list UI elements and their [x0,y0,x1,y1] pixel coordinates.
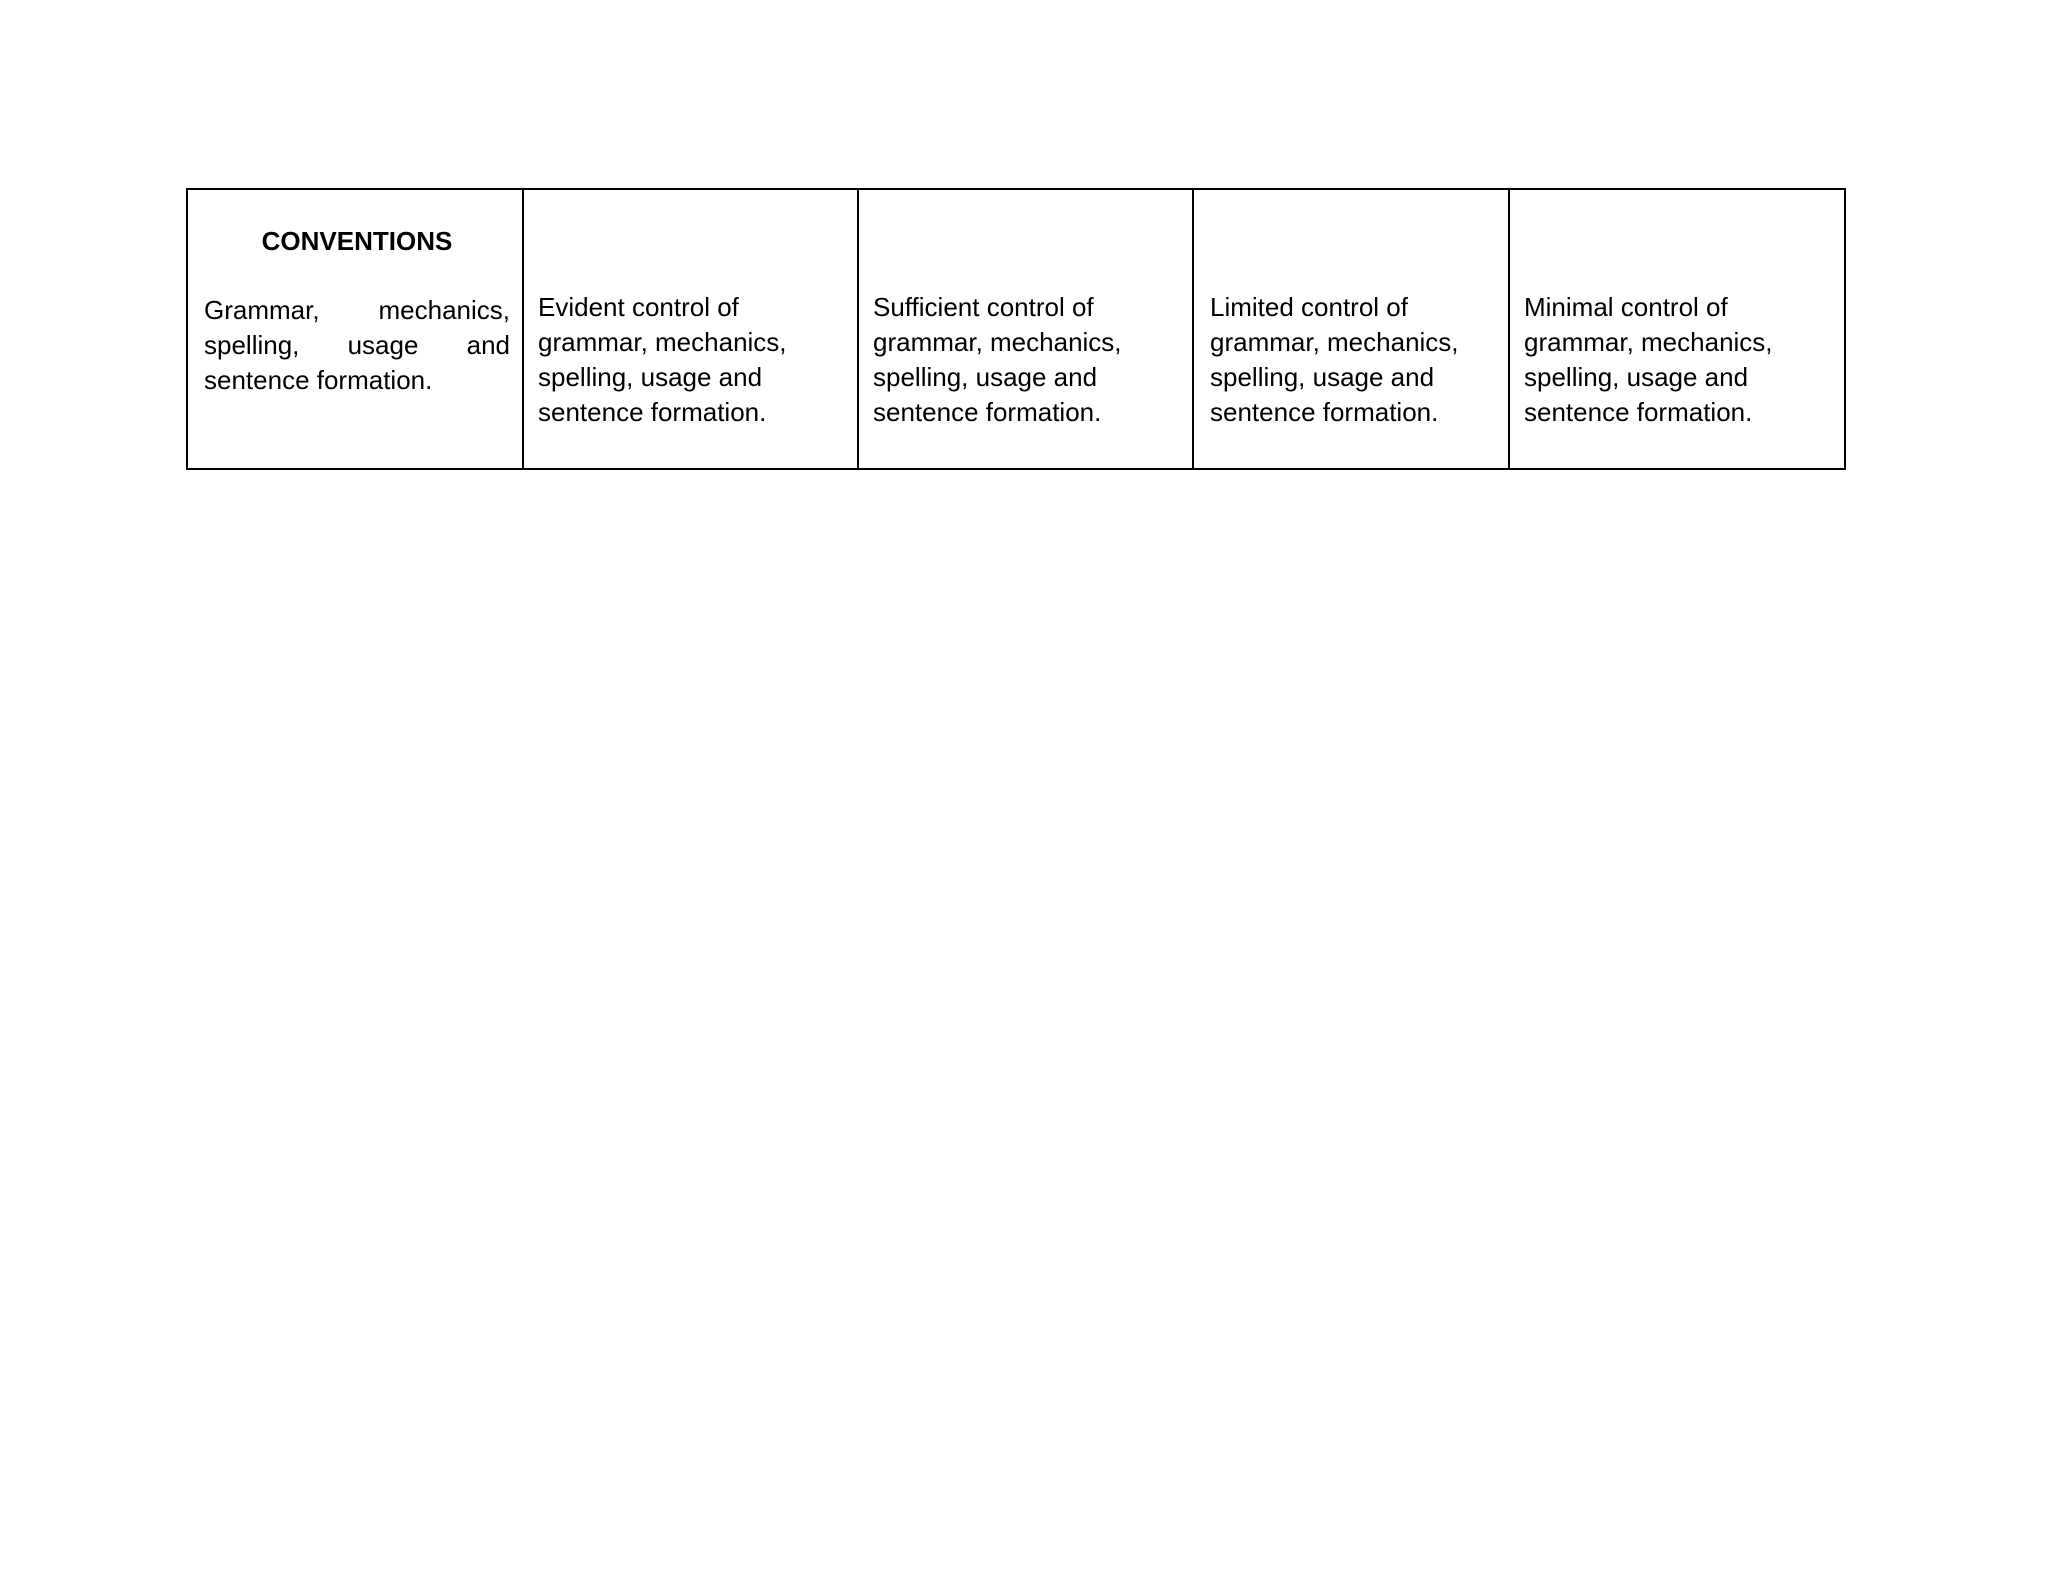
level-cell-minimal [1509,189,1845,469]
level-text-sufficient: Sufficient control of grammar, mechanics, spelling, usage and sentence formation. [873,292,1122,427]
level-text-limited: Limited control of grammar, mechanics, spelling, usage and sentence formation. [1210,292,1459,427]
level-cell-evident [523,189,858,469]
level-text-minimal: Minimal control of grammar, mechanics, spelling, usage and sentence formation. [1524,292,1773,427]
rubric-table [186,188,1846,470]
criterion-cell [187,189,523,469]
table-row [187,189,1845,469]
level-cell-sufficient [858,189,1193,469]
criterion-description: Grammar, mechanics, spelling, usage and sentence formation. [204,295,510,395]
level-text-evident: Evident control of grammar, mechanics, spelling, usage and sentence formation. [538,292,787,427]
criterion-title: CONVENTIONS [261,226,453,256]
level-cell-limited [1193,189,1509,469]
